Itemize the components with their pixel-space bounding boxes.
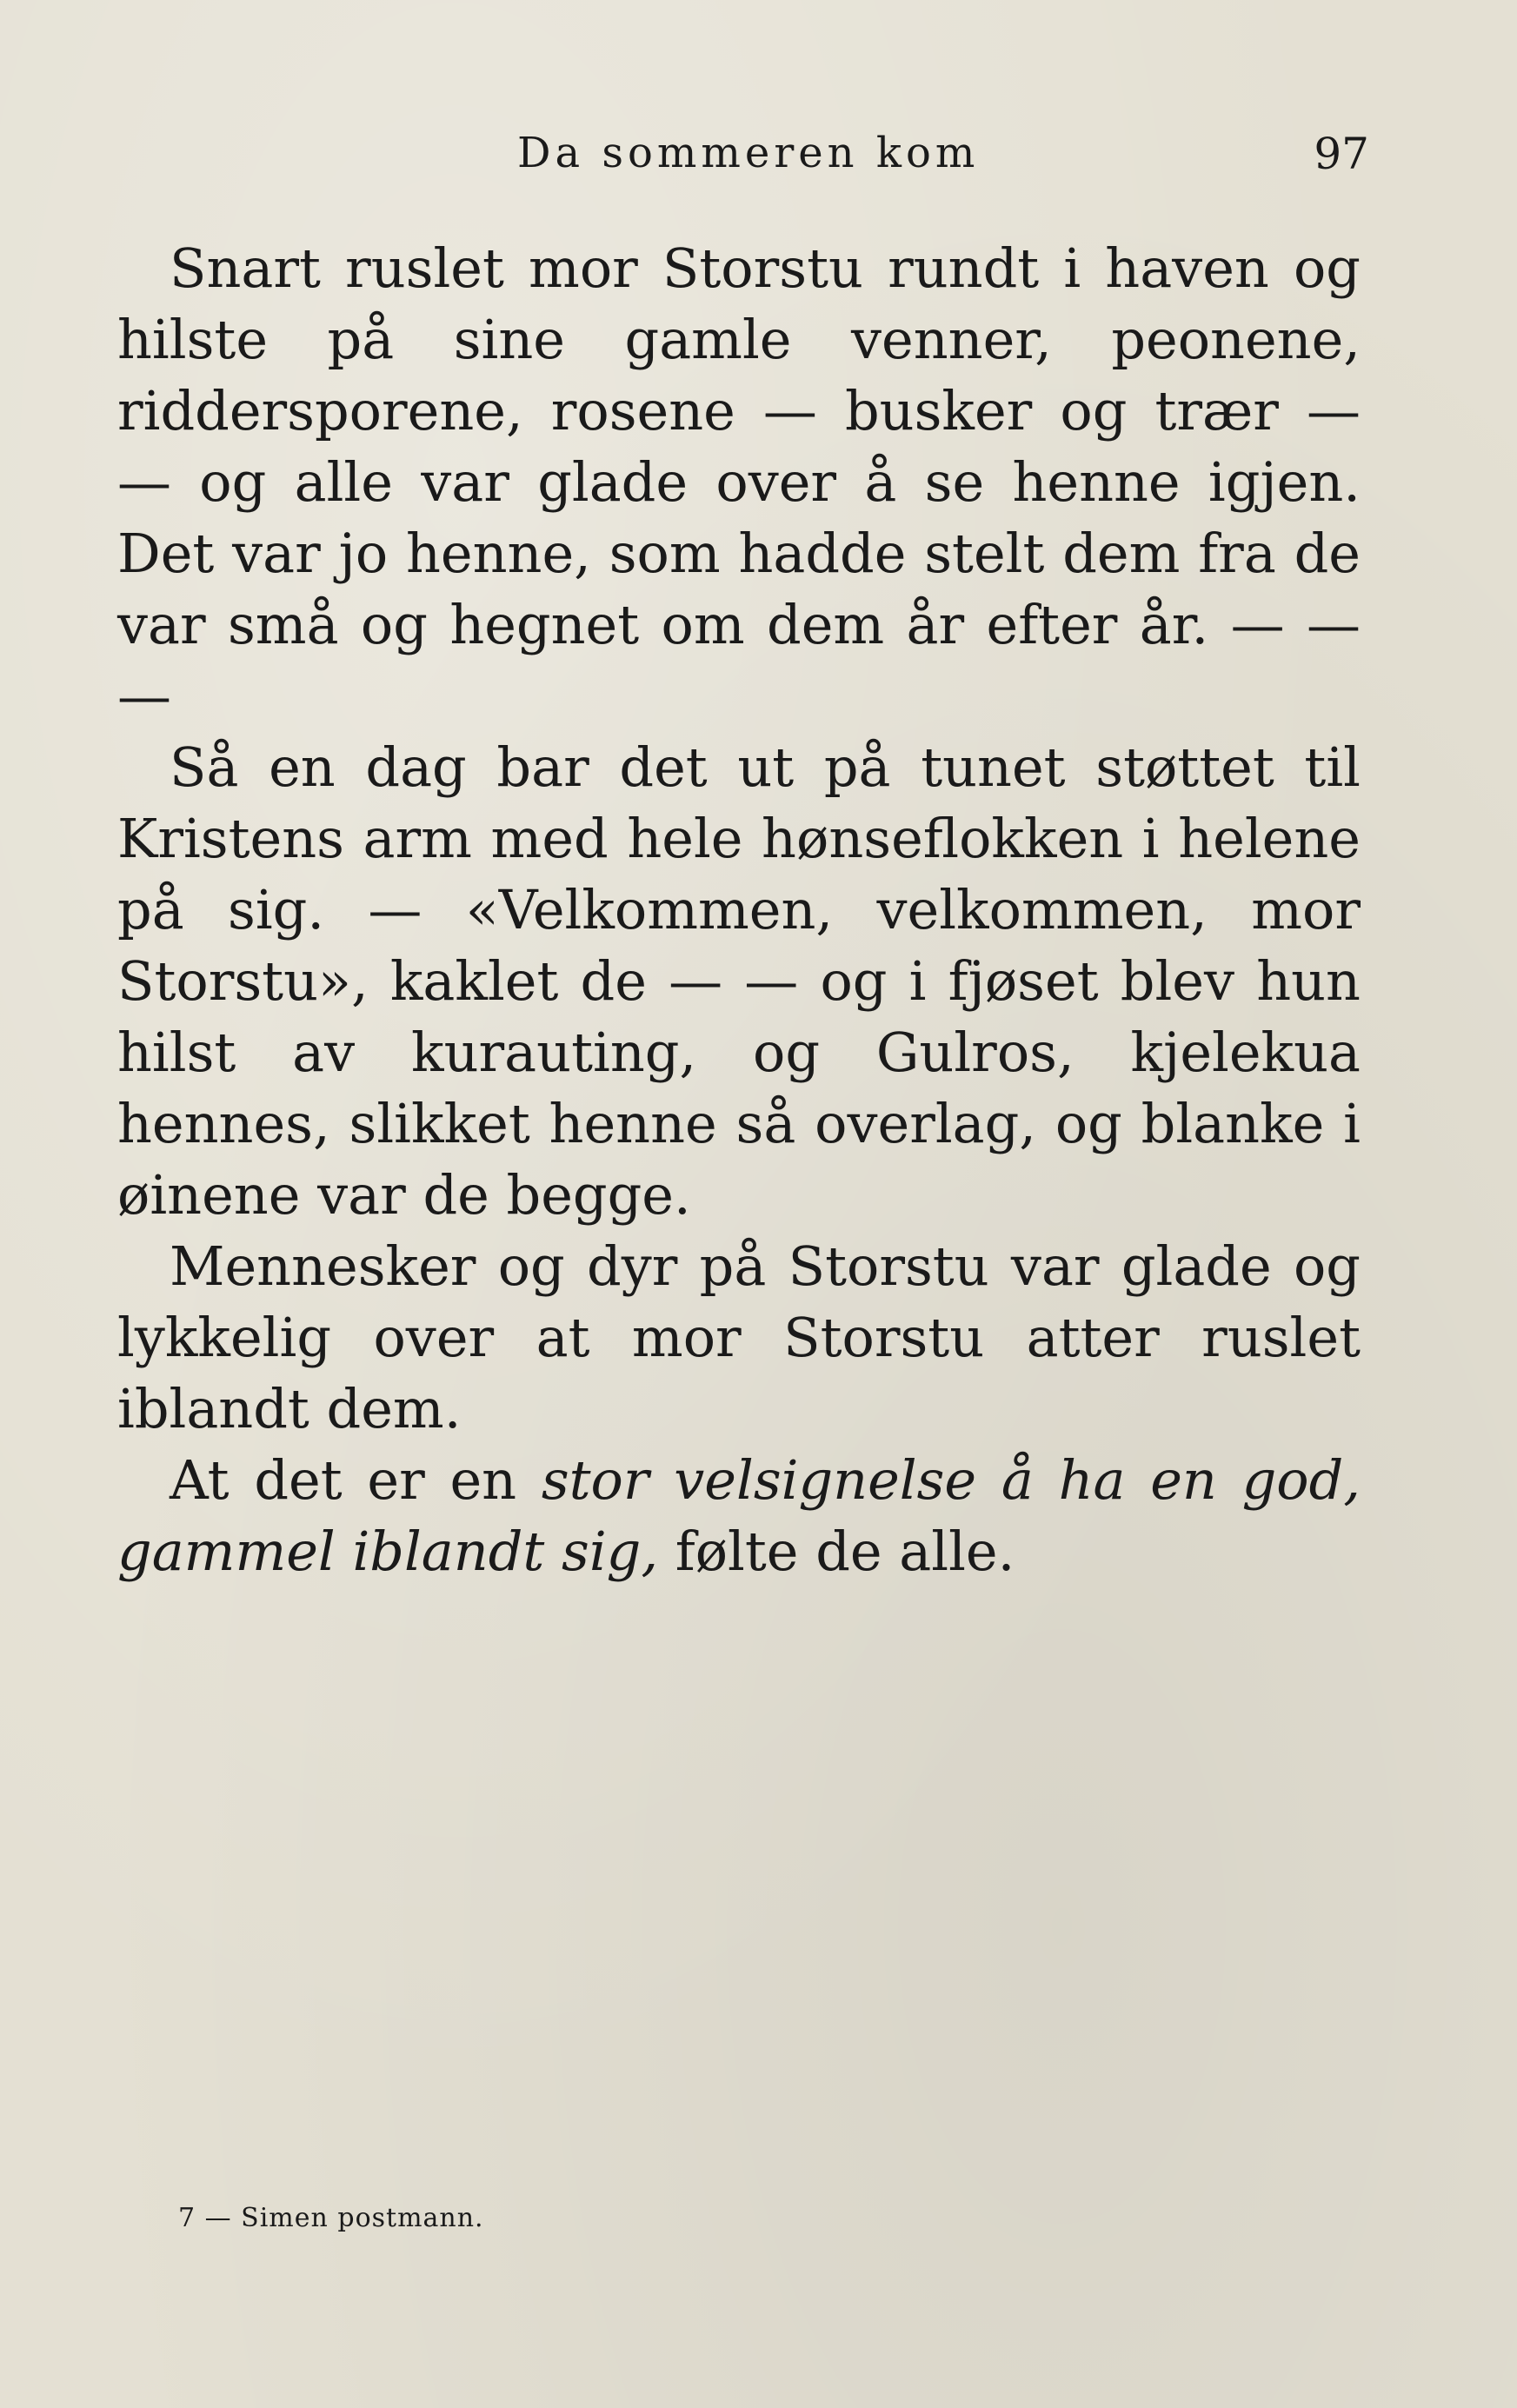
body-text: [117, 233, 1361, 1587]
paragraph-2: Så en dag bar det ut på tunet støttet til Kristens arm med hele hønseflokken i helene på sig. — «Velkommen, velkommen, mor Storstu», kaklet de — — og i fjøset blev hun hilst av kurauting, og Gulros, kjelekua hennes, slikket henne så overlag, og blanke i øinene var de begge.: [117, 735, 1361, 1227]
paragraph-4-end: følte de alle.: [658, 1520, 1015, 1583]
running-title: Da sommeren kom: [517, 129, 980, 177]
paragraph-4-italic: stor velsignelse å ha en god, gammel iblandt sig,: [117, 1448, 1361, 1583]
paragraph-4-start: At det er en: [170, 1448, 542, 1512]
paragraph-3: Mennesker og dyr på Storstu var glade og lykkelig over at mor Storstu atter ruslet iblandt dem.: [117, 1234, 1361, 1440]
paragraph-4: [117, 1445, 1361, 1587]
signature-line: 7 — Simen postmann.: [178, 2203, 484, 2233]
page-number: 97: [1314, 129, 1369, 179]
paragraph-1: Snart ruslet mor Storstu rundt i haven og hilste på sine gamle venner, peonene, riddersporene, rosene — busker og trær — — og alle var glade over å se henne igjen. Det var jo henne, som hadde stelt dem fra de var små og hegnet om dem år efter år. — — —: [117, 236, 1361, 728]
